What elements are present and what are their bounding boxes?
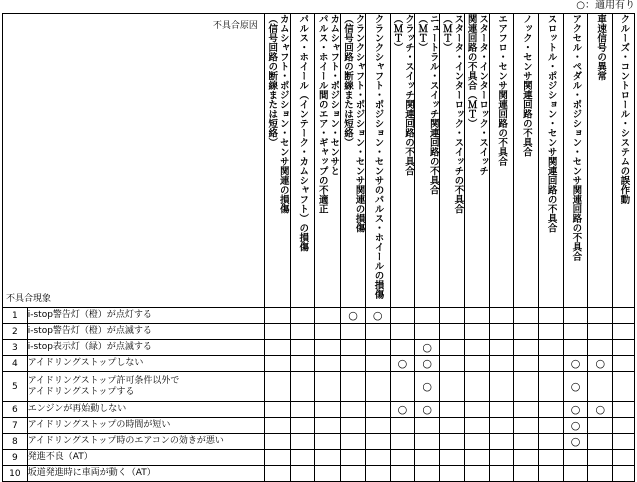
mark-cell (390, 356, 415, 372)
cause-label: スロットル・ポジション・センサ関連回路の不具合 (545, 14, 557, 233)
mark-cell (588, 402, 613, 418)
symptom-label: i-stop警告灯（橙）が点灯する (27, 308, 264, 324)
mark-cell (464, 356, 489, 372)
mark-cell (489, 356, 514, 372)
applicable-mark: ○ (422, 380, 432, 393)
cause-header-6 (390, 14, 415, 308)
mark-cell (415, 466, 440, 482)
mark-cell (315, 450, 341, 466)
mark-cell (440, 340, 465, 356)
mark-cell (264, 466, 290, 482)
mark-cell (514, 466, 539, 482)
mark-cell (390, 372, 415, 402)
cause-label: カムシャフト・ポジション・センサ関連の損傷 （信号回路の断線または短絡） (266, 14, 289, 214)
mark-cell (539, 466, 564, 482)
mark-cell (514, 340, 539, 356)
mark-cell (415, 402, 440, 418)
mark-cell (563, 450, 588, 466)
mark-cell (489, 434, 514, 450)
mark-cell (315, 340, 341, 356)
cause-label: スタータ・インターロック・スイッチ 関連回路の不具合（ＭＴ） (465, 14, 489, 176)
table-row (3, 372, 635, 402)
mark-cell (290, 402, 315, 418)
mark-cell (588, 418, 613, 434)
table-row (3, 466, 635, 482)
mark-cell (613, 434, 635, 450)
mark-cell (539, 372, 564, 402)
mark-cell (365, 340, 390, 356)
applicable-mark: ○ (422, 341, 432, 354)
mark-cell (341, 402, 366, 418)
mark-cell (365, 418, 390, 434)
mark-cell (464, 466, 489, 482)
mark-cell (315, 466, 341, 482)
mark-cell (563, 308, 588, 324)
mark-cell (290, 450, 315, 466)
mark-cell (415, 324, 440, 340)
corner-cell (3, 14, 265, 308)
cause-label: ニュートラル・スイッチ関連回路の不具合 （ＭＴ） (416, 14, 439, 195)
cause-header-7 (415, 14, 440, 308)
mark-cell (440, 372, 465, 402)
mark-cell (613, 418, 635, 434)
mark-cell (489, 340, 514, 356)
mark-cell (315, 308, 341, 324)
mark-cell (440, 418, 465, 434)
mark-cell (341, 418, 366, 434)
mark-cell (588, 324, 613, 340)
cause-header-5 (365, 14, 390, 308)
mark-cell (563, 324, 588, 340)
symptom-label: エンジンが再始動しない (27, 402, 264, 418)
mark-cell (514, 434, 539, 450)
cause-label: エアフロ・センサ関連回路の不具合 (496, 14, 508, 166)
cause-header-10 (489, 14, 514, 308)
mark-cell (440, 356, 465, 372)
mark-cell (588, 372, 613, 402)
mark-cell (264, 372, 290, 402)
mark-cell (440, 434, 465, 450)
mark-cell (264, 434, 290, 450)
mark-cell (539, 402, 564, 418)
mark-cell (563, 372, 588, 402)
mark-cell (315, 356, 341, 372)
mark-cell (415, 434, 440, 450)
cause-header-9 (464, 14, 489, 308)
cause-header-8 (440, 14, 465, 308)
mark-cell (464, 418, 489, 434)
symptom-header-title: 不具合現象 (6, 294, 52, 304)
symptom-label: アイドリングストップ許可条件以外で アイドリングストップする (27, 372, 264, 402)
cause-header-row (3, 14, 635, 308)
symptom-label: アイドリングストップの時間が短い (27, 418, 264, 434)
mark-cell (539, 450, 564, 466)
row-number: 10 (3, 466, 28, 482)
applicable-mark: ○ (570, 380, 581, 393)
mark-cell (264, 450, 290, 466)
applicable-mark: ○ (422, 357, 432, 370)
mark-cell (440, 450, 465, 466)
cause-header-1 (264, 14, 290, 308)
applicable-mark: ○ (570, 357, 581, 370)
mark-cell (489, 466, 514, 482)
applicable-mark: ○ (372, 309, 383, 322)
mark-cell (613, 340, 635, 356)
applicable-mark: ○ (570, 419, 581, 432)
cause-label: クランクシャフト・ポジション・センサのパルス・ホイールの損傷 (372, 14, 384, 299)
row-number: 1 (3, 308, 28, 324)
mark-cell (390, 450, 415, 466)
cause-label: アクセル・ペダル・ポジション・センサ関連回路の不具合 (570, 14, 582, 261)
mark-cell (415, 372, 440, 402)
cause-header-3 (315, 14, 341, 308)
mark-cell (341, 356, 366, 372)
mark-cell (341, 324, 366, 340)
mark-cell (613, 308, 635, 324)
mark-cell (613, 402, 635, 418)
mark-cell (489, 308, 514, 324)
mark-cell (365, 450, 390, 466)
table-row (3, 324, 635, 340)
mark-cell (315, 324, 341, 340)
mark-cell (390, 434, 415, 450)
mark-cell (514, 324, 539, 340)
mark-cell (290, 434, 315, 450)
mark-cell (315, 418, 341, 434)
mark-cell (588, 308, 613, 324)
mark-cell (563, 466, 588, 482)
mark-cell (365, 372, 390, 402)
mark-cell (539, 418, 564, 434)
mark-cell (390, 308, 415, 324)
mark-cell (613, 356, 635, 372)
mark-cell (514, 308, 539, 324)
symptom-label: 坂道発進時に車両が動く（AT） (27, 466, 264, 482)
mark-cell (390, 402, 415, 418)
cause-label: 車速信号の異常 (595, 14, 607, 81)
applicable-mark: ○ (397, 357, 408, 370)
applicable-mark: ○ (397, 403, 408, 416)
symptom-label: アイドリングストップしない (27, 356, 264, 372)
mark-cell (539, 356, 564, 372)
mark-cell (415, 356, 440, 372)
mark-cell (264, 308, 290, 324)
mark-cell (588, 450, 613, 466)
mark-cell (563, 418, 588, 434)
mark-cell (440, 308, 465, 324)
mark-cell (613, 466, 635, 482)
cause-label: スタータ・インターロック・スイッチの不具合 （ＭＴ） (440, 14, 464, 214)
cause-header-14 (588, 14, 613, 308)
mark-cell (290, 372, 315, 402)
row-number: 6 (3, 402, 28, 418)
mark-cell (290, 466, 315, 482)
mark-cell (264, 340, 290, 356)
mark-cell (440, 466, 465, 482)
cause-label: クランクシャフト・ポジション・センサ関連の損傷 （信号回路の断線または短絡） (341, 14, 365, 233)
cause-label: パルス・ホイール（インテーク・カムシャフト）の損傷 (297, 14, 309, 252)
cause-header-15 (613, 14, 635, 308)
mark-cell (514, 418, 539, 434)
mark-cell (588, 356, 613, 372)
mark-cell (290, 340, 315, 356)
mark-cell (341, 434, 366, 450)
cause-label: クラッチ・スイッチ関連回路の不具合 （ＭＴ） (391, 14, 414, 176)
mark-cell (315, 372, 341, 402)
mark-cell (390, 340, 415, 356)
mark-cell (613, 372, 635, 402)
fault-matrix-table (2, 13, 635, 482)
mark-cell (563, 340, 588, 356)
mark-cell (290, 308, 315, 324)
mark-cell (514, 372, 539, 402)
mark-cell (514, 402, 539, 418)
mark-cell (365, 434, 390, 450)
mark-cell (264, 356, 290, 372)
applicable-mark: ○ (570, 403, 581, 416)
row-number: 9 (3, 450, 28, 466)
symptom-label: 発進不良（AT） (27, 450, 264, 466)
table-row (3, 340, 635, 356)
cause-label: カムシャフト・ポジション・センサと パルス・ホイール間のエア・ギャップの不適正 (316, 14, 340, 214)
mark-cell (290, 356, 315, 372)
mark-cell (365, 356, 390, 372)
cause-header-title: 不具合原因 (212, 21, 258, 31)
mark-cell (290, 324, 315, 340)
table-row (3, 450, 635, 466)
mark-cell (365, 324, 390, 340)
mark-cell (415, 308, 440, 324)
cause-header-2 (290, 14, 315, 308)
mark-cell (464, 372, 489, 402)
table-row (3, 402, 635, 418)
mark-cell (365, 466, 390, 482)
symptom-label: i-stop警告灯（橙）が点滅する (27, 324, 264, 340)
cause-header-11 (514, 14, 539, 308)
mark-cell (563, 356, 588, 372)
table-row (3, 356, 635, 372)
applicable-mark: ○ (422, 403, 432, 416)
mark-cell (514, 356, 539, 372)
mark-cell (264, 324, 290, 340)
mark-cell (341, 340, 366, 356)
mark-cell (489, 450, 514, 466)
cause-header-12 (539, 14, 564, 308)
mark-cell (390, 324, 415, 340)
mark-cell (588, 340, 613, 356)
mark-cell (365, 402, 390, 418)
applicable-mark: ○ (595, 357, 606, 370)
mark-cell (489, 324, 514, 340)
row-number: 5 (3, 372, 28, 402)
mark-cell (341, 450, 366, 466)
mark-cell (464, 450, 489, 466)
cause-header-4 (341, 14, 366, 308)
applicable-mark: ○ (595, 403, 606, 416)
cause-label: ノック・センサ関連回路の不具合 (520, 14, 532, 157)
mark-cell (464, 434, 489, 450)
mark-cell (613, 450, 635, 466)
applicable-mark: ○ (348, 309, 358, 322)
mark-cell (539, 340, 564, 356)
mark-cell (464, 324, 489, 340)
symptom-label: アイドリングストップ時のエアコンの効きが悪い (27, 434, 264, 450)
symptom-label: i-stop表示灯（緑）が点滅する (27, 340, 264, 356)
mark-cell (563, 434, 588, 450)
row-number: 4 (3, 356, 28, 372)
mark-cell (264, 418, 290, 434)
mark-cell (539, 308, 564, 324)
mark-cell (489, 418, 514, 434)
mark-cell (489, 372, 514, 402)
mark-cell (464, 402, 489, 418)
table-row (3, 308, 635, 324)
row-number: 2 (3, 324, 28, 340)
mark-cell (563, 402, 588, 418)
mark-cell (290, 418, 315, 434)
mark-cell (315, 402, 341, 418)
mark-cell (588, 434, 613, 450)
mark-cell (365, 308, 390, 324)
table-row (3, 418, 635, 434)
mark-cell (440, 324, 465, 340)
mark-cell (464, 340, 489, 356)
table-row (3, 434, 635, 450)
mark-cell (415, 340, 440, 356)
row-number: 7 (3, 418, 28, 434)
row-number: 8 (3, 434, 28, 450)
row-number: 3 (3, 340, 28, 356)
mark-cell (539, 324, 564, 340)
applicable-mark: ○ (570, 435, 581, 448)
mark-cell (489, 402, 514, 418)
cause-header-13 (563, 14, 588, 308)
legend-note: ○：適用有り (576, 0, 635, 11)
mark-cell (315, 434, 341, 450)
mark-cell (341, 308, 366, 324)
mark-cell (588, 466, 613, 482)
mark-cell (464, 308, 489, 324)
mark-cell (514, 450, 539, 466)
mark-cell (264, 402, 290, 418)
mark-cell (539, 434, 564, 450)
mark-cell (341, 372, 366, 402)
mark-cell (415, 450, 440, 466)
mark-cell (390, 418, 415, 434)
mark-cell (415, 418, 440, 434)
mark-cell (341, 466, 366, 482)
mark-cell (613, 324, 635, 340)
mark-cell (390, 466, 415, 482)
mark-cell (440, 402, 465, 418)
cause-label: クルーズ・コントロール・システムの誤作動 (618, 14, 630, 204)
